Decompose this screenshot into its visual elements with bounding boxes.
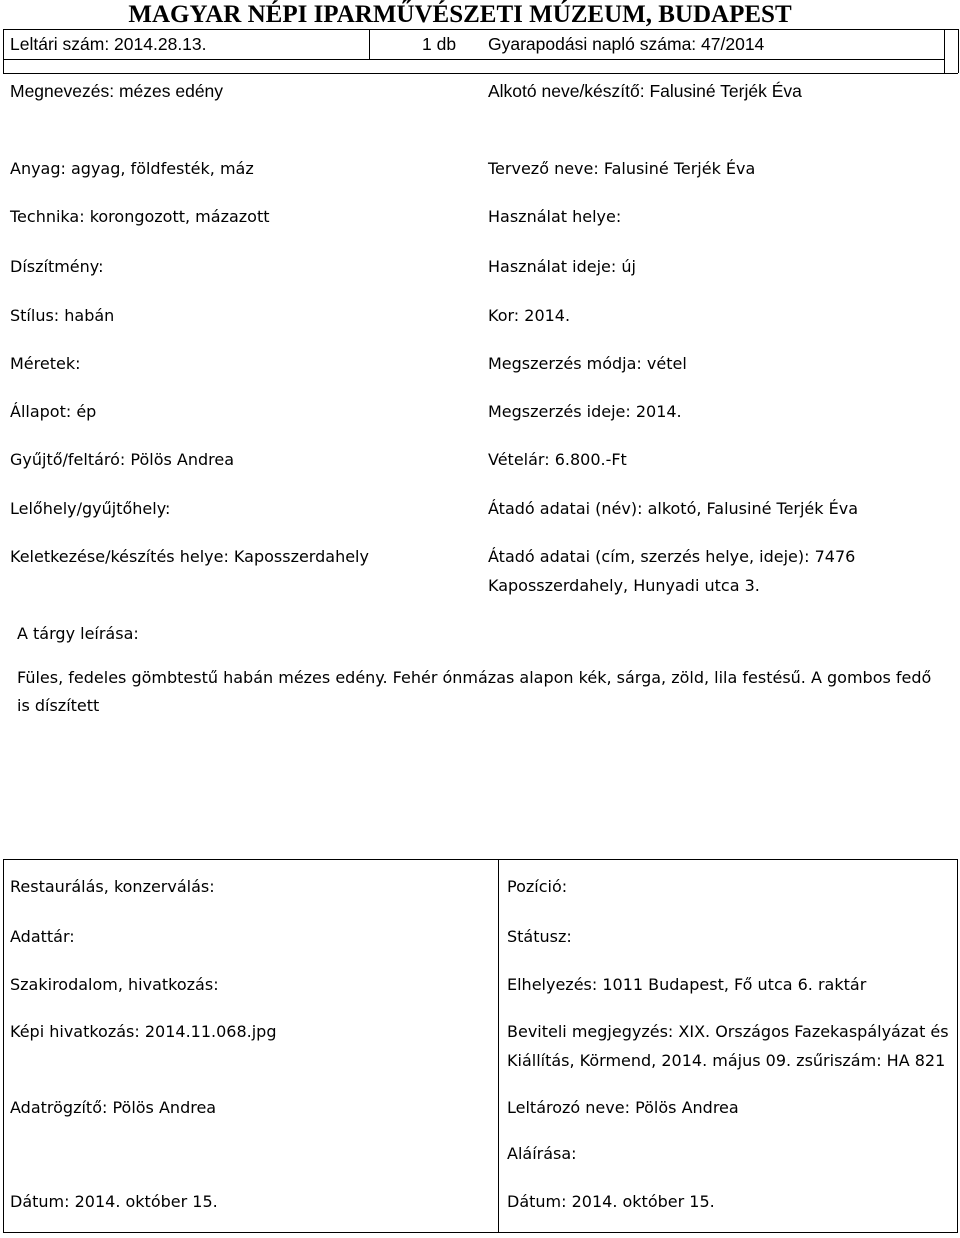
- decoration: Díszítmény:: [10, 257, 104, 276]
- footer-bottom-border: [3, 1232, 958, 1233]
- description-label: A tárgy leírása:: [17, 624, 139, 643]
- archive: Adattár:: [10, 927, 75, 946]
- creator: Alkotó neve/készítő: Falusiné Terjék Éva: [488, 81, 802, 101]
- footer-left-border: [3, 859, 4, 1233]
- header-left-border: [3, 29, 4, 73]
- entry-note-line-2: Kiállítás, Körmend, 2014. május 09. zsűriszám: HA 821: [507, 1051, 946, 1070]
- header-lower-border: [3, 73, 958, 74]
- header-mid-divider: [369, 29, 370, 60]
- restoration: Restaurálás, konzerválás:: [10, 877, 215, 896]
- price: Vételár: 6.800.-Ft: [488, 450, 627, 469]
- dimensions: Méretek:: [10, 354, 81, 373]
- origin-place: Keletkezése/készítés helye: Kaposszerdahely: [10, 547, 369, 566]
- location: Elhelyezés: 1011 Budapest, Fő utca 6. raktár: [507, 975, 867, 994]
- data-recorder: Adatrögzítő: Pölös Andrea: [10, 1098, 217, 1117]
- header-top-border: [3, 29, 958, 30]
- acquisition-date: Megszerzés ideje: 2014.: [488, 402, 682, 421]
- signature-field: Aláírása:: [507, 1144, 577, 1163]
- header-right-inner-border: [944, 29, 945, 73]
- designer: Tervező neve: Falusiné Terjék Éva: [488, 159, 756, 178]
- material: Anyag: agyag, földfesték, máz: [10, 159, 254, 178]
- condition: Állapot: ép: [10, 402, 97, 421]
- transferor-address-line-2: Kaposszerdahely, Hunyadi utca 3.: [488, 576, 760, 595]
- description-line-2: is díszített: [17, 696, 100, 715]
- description-line-1: Füles, fedeles gömbtestű habán mézes edény. Fehér ónmázas alapon kék, sárga, zöld, lila festésű. A gombos fedő: [17, 668, 932, 687]
- transferor-name: Átadó adatai (név): alkotó, Falusiné Terjék Éva: [488, 499, 859, 518]
- find-place: Lelőhely/gyűjtőhely:: [10, 499, 171, 518]
- date-right: Dátum: 2014. október 15.: [507, 1192, 715, 1211]
- footer-mid-divider: [498, 859, 499, 1233]
- status: Státusz:: [507, 927, 572, 946]
- footer-top-border: [3, 859, 958, 860]
- header-right-outer-border: [958, 29, 959, 73]
- time-of-use: Használat ideje: új: [488, 257, 636, 276]
- footer-right-border: [957, 859, 958, 1233]
- quantity: 1 db: [422, 34, 457, 54]
- technique: Technika: korongozott, mázazott: [10, 207, 270, 226]
- image-reference: Képi hivatkozás: 2014.11.068.jpg: [10, 1022, 277, 1041]
- age: Kor: 2014.: [488, 306, 571, 325]
- museum-title: MAGYAR NÉPI IPARMŰVÉSZETI MÚZEUM, BUDAPEST: [128, 1, 792, 28]
- collector: Gyűjtő/feltáró: Pölös Andrea: [10, 450, 235, 469]
- position: Pozíció:: [507, 877, 568, 896]
- date-left: Dátum: 2014. október 15.: [10, 1192, 218, 1211]
- entry-note-line-1: Beviteli megjegyzés: XIX. Országos Fazekaspályázat és: [507, 1022, 949, 1041]
- place-of-use: Használat helye:: [488, 207, 622, 226]
- style: Stílus: habán: [10, 306, 115, 325]
- transferor-address-line-1: Átadó adatai (cím, szerzés helye, ideje): 7476: [488, 547, 856, 566]
- inventory-number: Leltári szám: 2014.28.13.: [10, 34, 207, 54]
- inventory-officer: Leltározó neve: Pölös Andrea: [507, 1098, 739, 1117]
- acquisition-log-number: Gyarapodási napló száma: 47/2014: [488, 34, 765, 54]
- object-name: Megnevezés: mézes edény: [10, 81, 224, 101]
- acquisition-method: Megszerzés módja: vétel: [488, 354, 687, 373]
- header-row-divider: [3, 59, 944, 60]
- literature: Szakirodalom, hivatkozás:: [10, 975, 219, 994]
